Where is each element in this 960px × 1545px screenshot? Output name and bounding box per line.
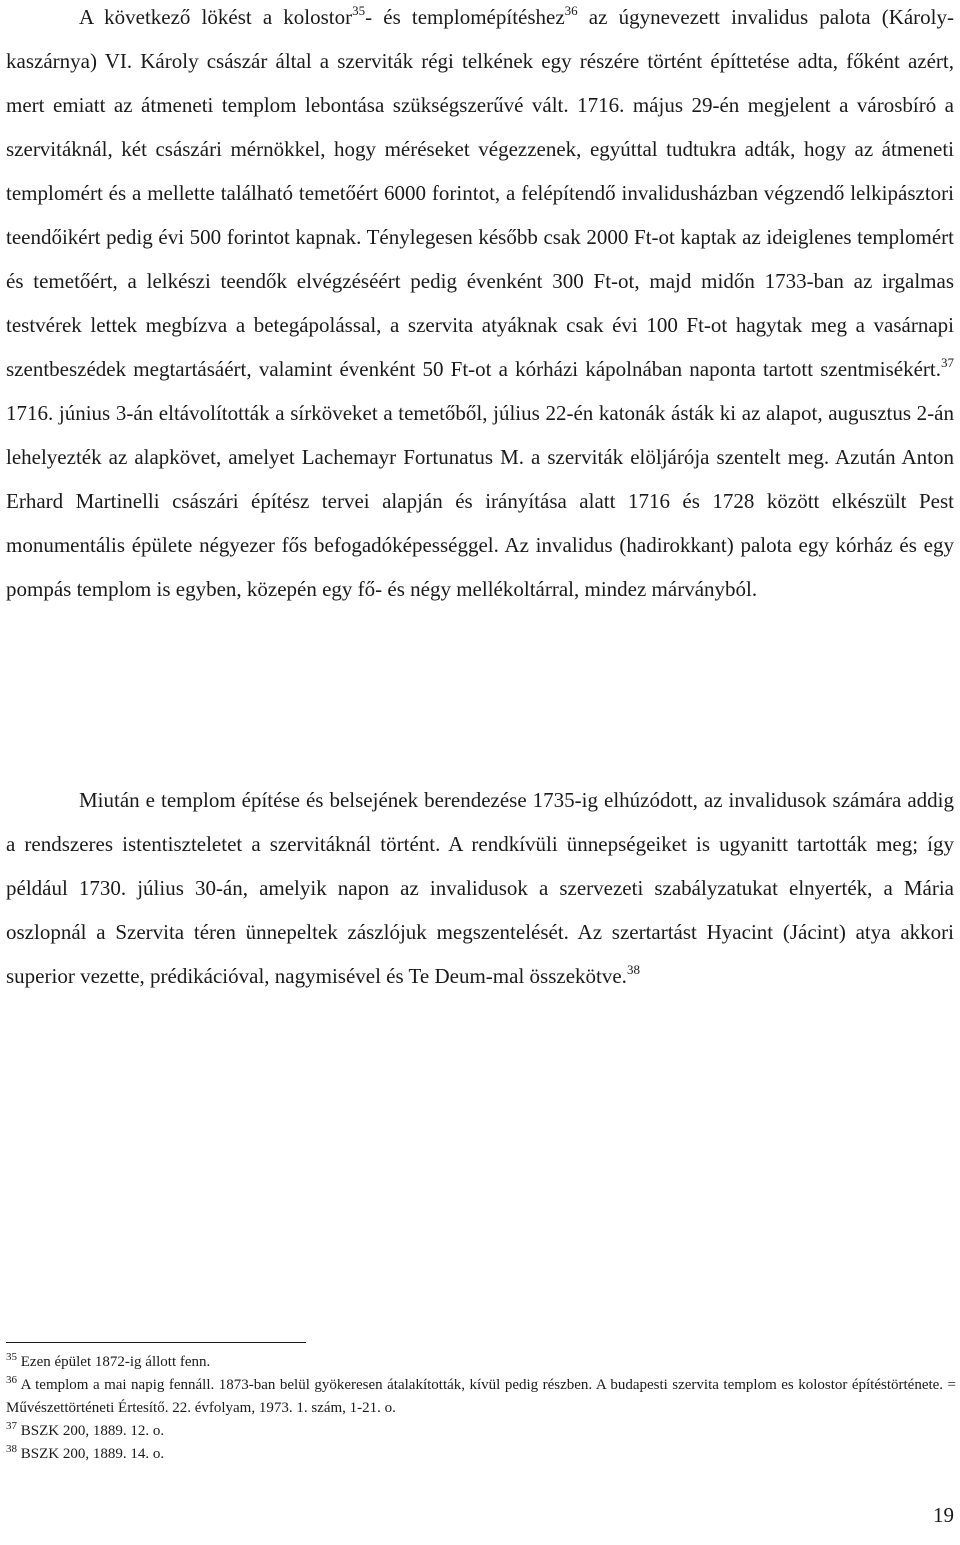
footnote-text: BSZK 200, 1889. 12. o. (17, 1423, 165, 1439)
footnote-separator (6, 1342, 306, 1343)
text-run: az úgynevezett invalidus palota (Károly-kaszárnya) VI. Károly császár által a szerviták régi telkének egy részére történt építtetése adta, főként azért, mert emiatt az átmeneti templom lebontása szükségszerűvé vált. 1716. május 29-én megjelent a városbíró a szervitáknál, két császári mérnökkel, hogy méréseket végezzenek, egyúttal tudtukra adták, hogy az átmeneti templomért és a mellette található temetőért 6000 forintot, a felépítendő invalidusházban végzendő lelkipásztori teendőikért pedig évi 500 forintot kapnak. Ténylegesen később csak 2000 Ft-ot kaptak az ideiglenes templomért és temetőért, a lelkészi teendők elvégzéséért pedig évenként 300 Ft-ot, majd midőn 1733-ban az irgalmas testvérek lettek megbízva a betegápolással, a szervita atyáknak csak évi 100 Ft-ot hagytak meg a vasárnapi szentbeszédek megtartásáért, valamint évenként 50 Ft-ot a kórházi kápolnában naponta tartott szentmisékért. (6, 5, 955, 381)
text-run: Miután e templom építése és belsejének berendezése 1735-ig elhúzódott, az invalidusok számára addig a rendszeres istentiszteletet a szervitáknál történt. A rendkívüli ünnepségeiket is ugyanitt tartották meg; így például 1730. július 30-án, amelyik napon az invalidusok a szervezeti szabályzatukat elnyerték, a Mária oszlopnál a Szervita téren ünnepeltek zászlójuk megszentelését. Az szertartást Hyacint (Jácint) atya akkori superior vezette, prédikációval, nagymisével és Te Deum-mal összekötve. (6, 788, 954, 988)
footnote-reference: 35 (352, 3, 366, 18)
footnote-reference: 37 (941, 355, 954, 370)
footnote-reference: 38 (626, 962, 640, 977)
footnote-35 (6, 1351, 956, 1374)
footnote-text: BSZK 200, 1889. 14. o. (17, 1446, 165, 1462)
footnote-38 (6, 1443, 956, 1466)
text-run: A következő lökést a kolostor (79, 5, 353, 29)
footnote-number: 38 (6, 1443, 17, 1455)
footnote-37 (6, 1420, 956, 1443)
footnote-reference: 36 (564, 3, 578, 18)
body-paragraph-1 (6, 0, 954, 611)
footnote-36 (6, 1374, 956, 1420)
page-number: 19 (933, 1503, 954, 1527)
text-run: - és templomépítéshez (365, 5, 565, 29)
footnote-number: 35 (6, 1351, 17, 1363)
text-run: 1716. június 3-án eltávolították a sírköveket a temetőből, július 22-én katonák ásták ki az alapot, augusztus 2-án lehelyezték az alapkövet, amelyet Lachemayr Fortunatus M. a szerviták elöljárója szentelt meg. Azután Anton Erhard Martinelli császári építész tervei alapján és irányítása alatt 1716 és 1728 között elkészült Pest monumentális épülete négyezer fős befogadóképességgel. Az invalidus (hadirokkant) palota egy kórház és egy pompás templom is egyben, közepén egy fő- és négy mellékoltárral, mindez márványból. (6, 401, 954, 601)
footnote-text: A templom a mai napig fennáll. 1873-ban belül gyökeresen átalakították, kívül pedig részben. A budapesti szervita templom es kolostor építéstörténete. = Művészettörténeti Értesítő. 22. évfolyam, 1973. 1. szám, 1-21. o. (6, 1377, 956, 1416)
footnote-number: 36 (6, 1374, 17, 1386)
footnote-number: 37 (6, 1420, 17, 1432)
footnotes-section (6, 1351, 956, 1466)
footnote-text: Ezen épület 1872-ig állott fenn. (17, 1354, 211, 1370)
body-paragraph-2 (6, 778, 954, 998)
